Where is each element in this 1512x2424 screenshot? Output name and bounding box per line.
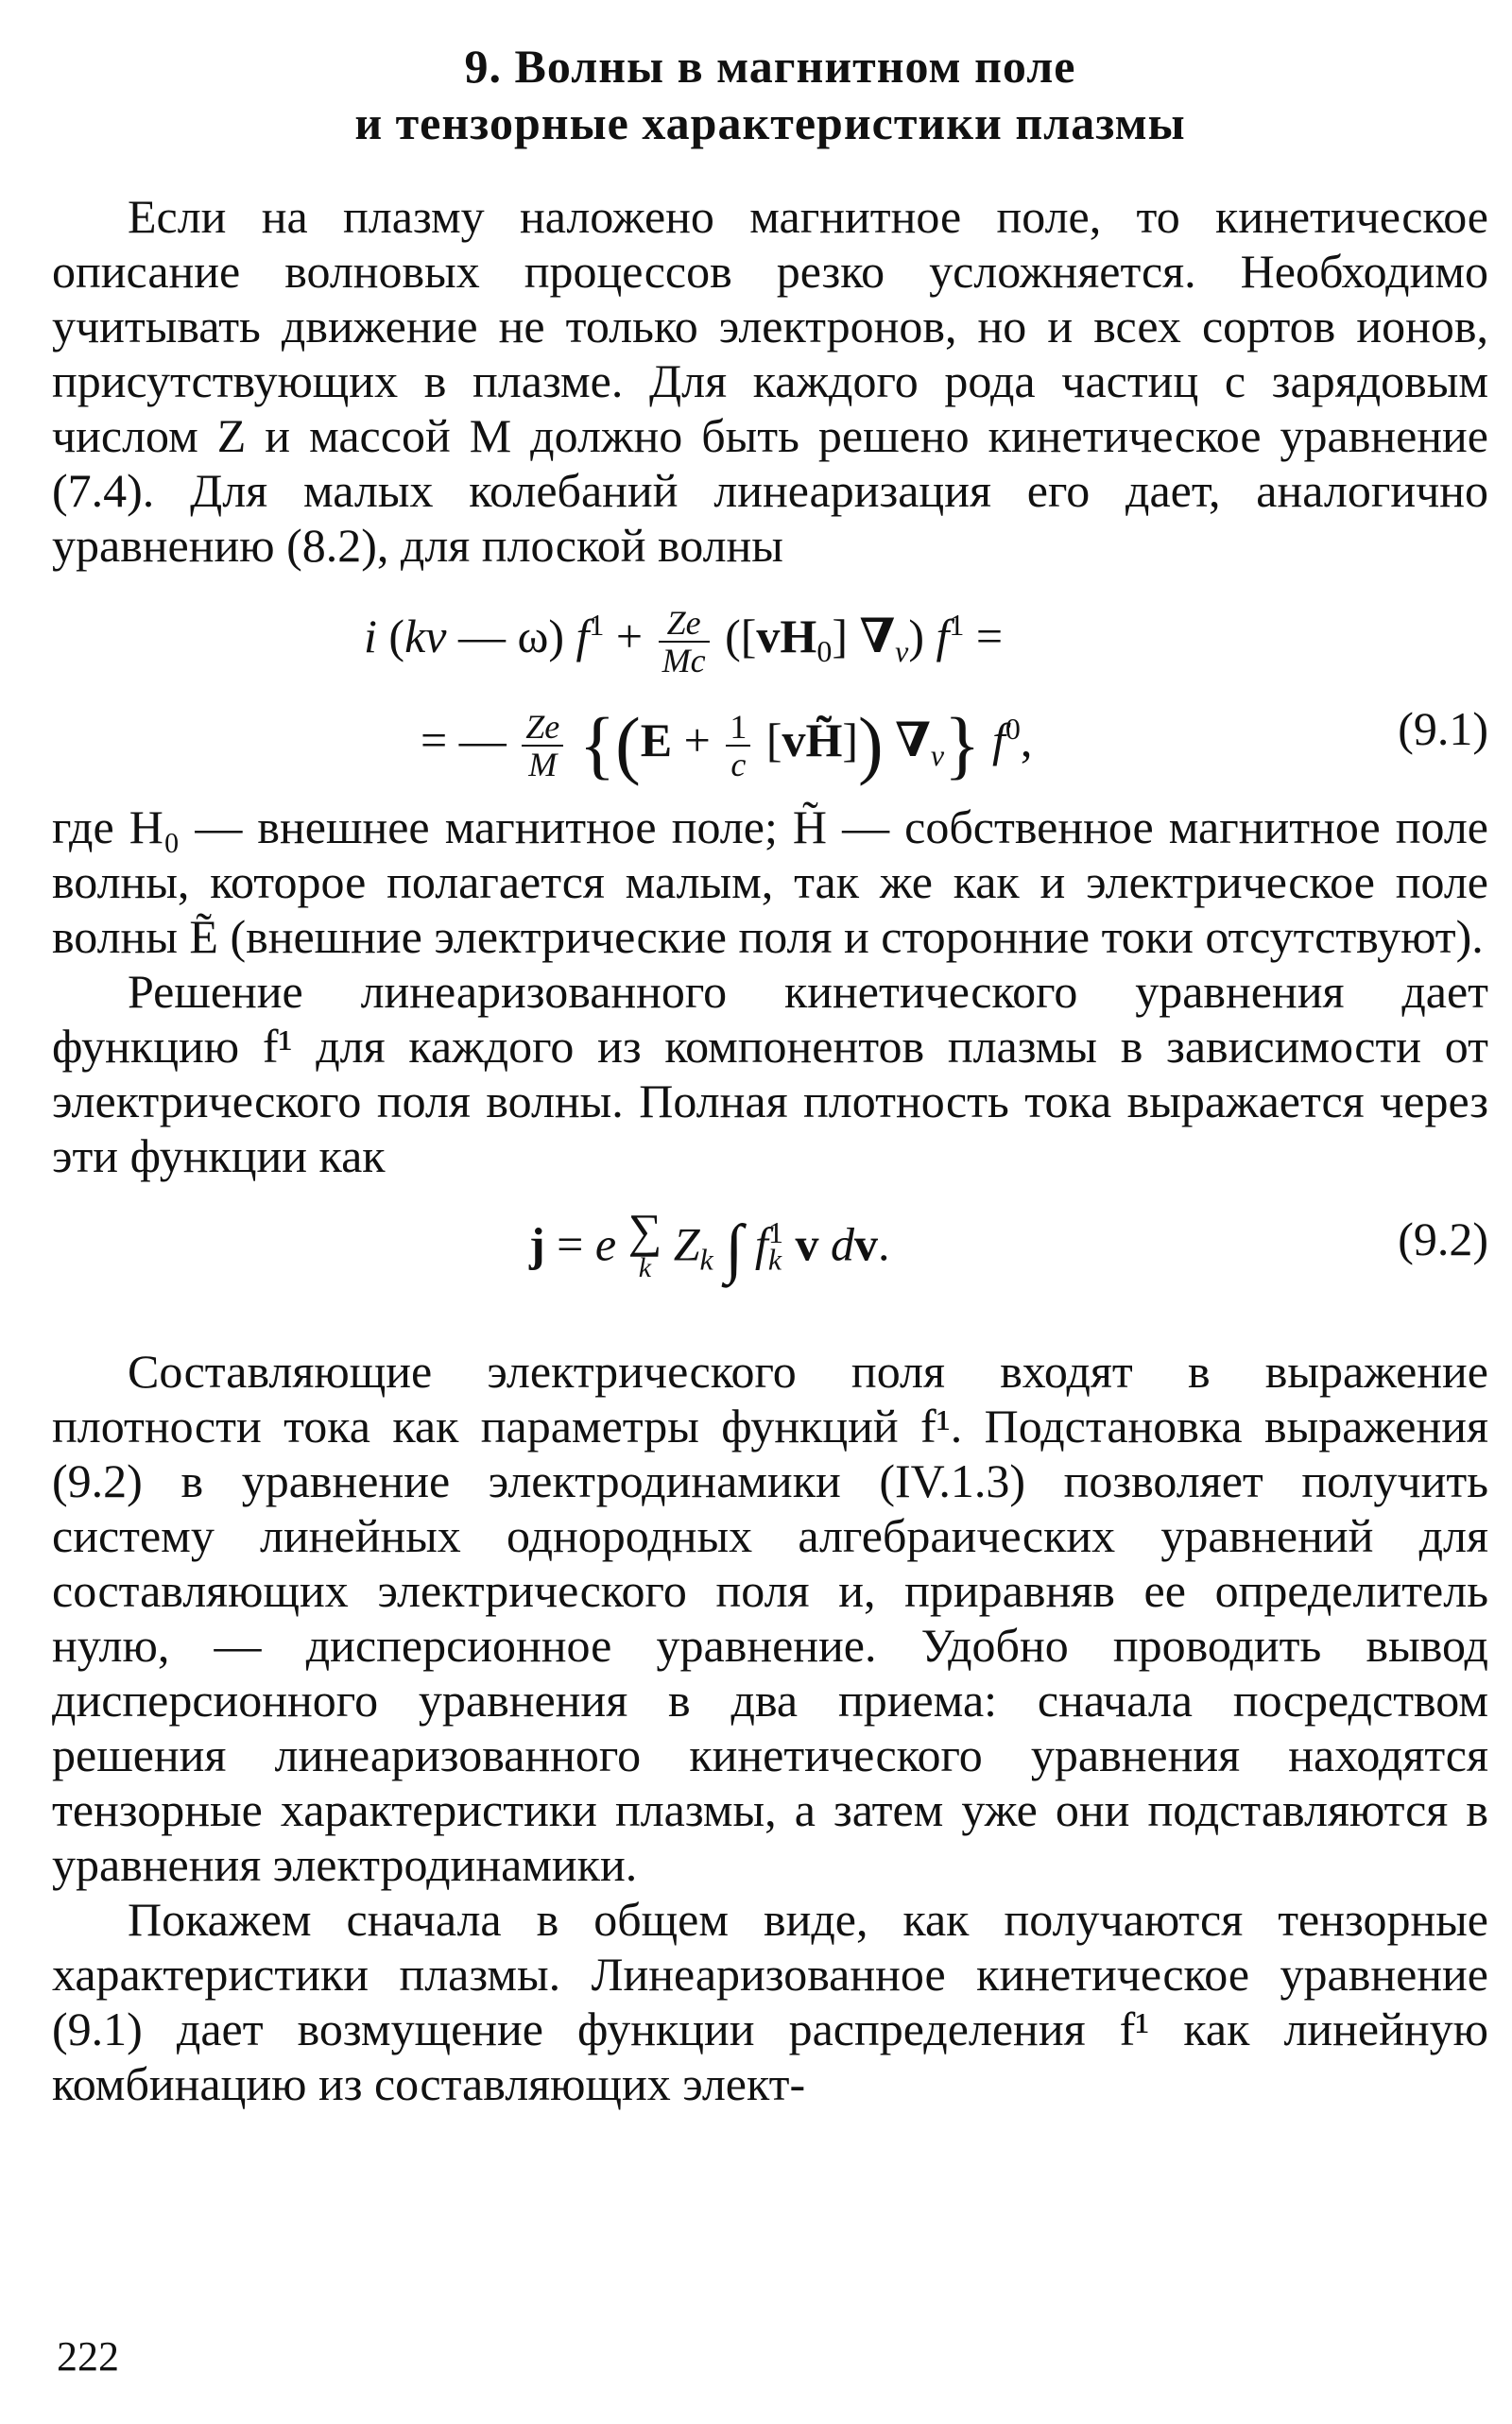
paragraph-1-text: Если на плазму наложено магнитное поле, то кинетическое описание волновых процессов резко усложняется. Необходимо учитывать движение не только электронов, но и всех сортов ионов, присутствующих в плазме. Для каждого рода частиц с зарядовым числом Z и массой M должно быть решено кинетическое уравнение (7.4). Для малых колебаний линеаризация его дает, аналогично уравнению (8.2), для плоской волны <box>52 190 1488 572</box>
equation-9-2-body: j = e ∑ k $Z_k$ ∫ $f_k^1$ v dv. <box>529 1204 890 1285</box>
paragraph-3 <box>52 964 1488 1183</box>
paragraph-5-text: Покажем сначала в общем виде, как получаются тензорные характеристики плазмы. Линеаризованное кинетическое уравнение (9.1) дает возмущение функции распределения f¹ как линейную комбинацию из составляющих элект- <box>52 1893 1488 2110</box>
equation-9-1-label: (9.1) <box>1398 702 1488 755</box>
paragraph-4 <box>52 1344 1488 1892</box>
page-number: 222 <box>57 2333 119 2380</box>
section-title <box>52 38 1488 151</box>
equation-9-1-line1: i (kv — ω) $f^1$ + $\frac{Ze}{Mc}$ ($[vH_0]$ $\nabla_v$) $f^1$ = <box>364 603 1004 679</box>
paragraph-4-text: Составляющие электрического поля входят в выражение плотности тока как параметры функций f¹. Подстановка выражения (9.2) в уравнение электродинамики (IV.1.3) позволяет получить систему линейных однородных алгебраических уравнений для составляющих электрического поля и, приравняв ее определитель нулю, — дисперсионное уравнение. Удобно проводить вывод дисперсионного уравнения в два приема: сначала посредством решения линеаризованного кинетического уравнения находятся тензорные характеристики плазмы, а затем уже они подставляются в уравнения электродинамики. <box>52 1345 1488 1891</box>
page-content <box>52 38 1488 2111</box>
paragraph-3-text: Решение линеаризованного кинетического уравнения дает функцию f¹ для каждого из компонентов плазмы в зависимости от электрического поля волны. Полная плотность тока выражается через эти функции как <box>52 965 1488 1182</box>
paragraph-1 <box>52 189 1488 573</box>
paragraph-2 <box>52 799 1488 964</box>
section-title-line2: и тензорные характеристики плазмы <box>354 96 1186 149</box>
equation-9-2 <box>52 1193 1488 1325</box>
paragraph-5 <box>52 1892 1488 2111</box>
section-title-line1: 9. Волны в магнитном поле <box>464 40 1076 93</box>
equation-9-2-label: (9.2) <box>1398 1212 1488 1265</box>
equation-9-1 <box>52 582 1488 790</box>
equation-9-1-line2: = — $\frac{Ze}{M}$ {(E + $\frac{1}{c}$ [vH̃]) $\nabla_v$} $f^0$, <box>421 703 1033 787</box>
paragraph-2-text: где H₀ — внешнее магнитное поле; H̃ — собственное магнитное поле волны, которое полагается малым, так же как и электрическое поле волны Ẽ (внешние электрические поля и сторонние токи отсутствуют). <box>52 800 1488 963</box>
